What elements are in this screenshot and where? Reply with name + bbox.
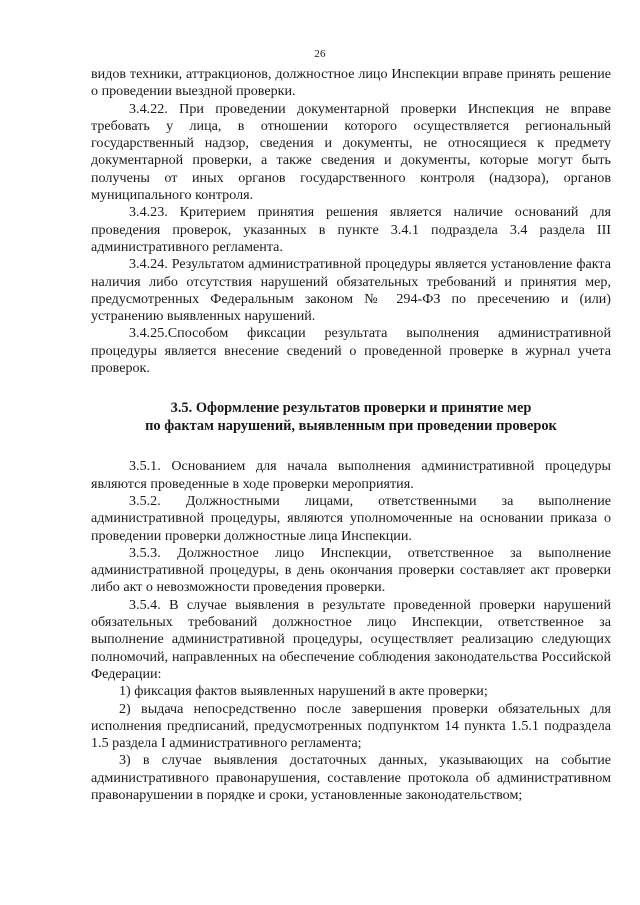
paragraph-3-5-3: 3.5.3. Должностное лицо Инспекции, ответственное за выполнение административной процедуры, в день окончания проверки составляет акт проверки либо акт о невозможности проведения проверки. <box>91 544 611 596</box>
paragraph-3-4-23: 3.4.23. Критерием принятия решения является наличие оснований для проведения проверок, указанных в пункте 3.4.1 подраздела 3.4 раздела III административного регламента. <box>91 204 611 255</box>
section-heading-line-2: по фактам нарушений, выявленным при проведении проверок <box>145 418 557 435</box>
page-number: 26 <box>314 48 326 60</box>
paragraph-3-4-25: 3.4.25.Способом фиксации результата выполнения административной процедуры является внесение сведений о проведенной проверке в журнал учета проверок. <box>91 325 611 377</box>
section-heading-line-1: 3.5. Оформление результатов проверки и принятие мер <box>170 400 532 417</box>
paragraph-continuation: видов техники, аттракционов, должностное лицо Инспекции вправе принять решение о проведении выездной проверки. <box>91 66 611 100</box>
paragraph-3-5-4: 3.5.4. В случае выявления в результате проведенной проверки нарушений обязательных требований должностное лицо Инспекции, ответственное за выполнение административной процедуры, осуществляет реализацию следующих полномочий, направленных на обеспечение соблюдения законодательства Российской Федерации: <box>91 596 611 682</box>
paragraph-3-4-22: 3.4.22. При проведении документарной проверки Инспекция не вправе требовать у лица, в отношении которого осуществляется региональный государственный надзор, сведения и документы, не относящиеся к предмету документарной проверки, а также сведения и документы, которые могут быть получены от иных органов государственного контроля (надзора), органов муниципального контроля. <box>91 100 611 204</box>
paragraph-3-5-1: 3.5.1. Основанием для начала выполнения административной процедуры являются проведенные в ходе проверки мероприятия. <box>91 458 611 492</box>
document-body <box>91 66 611 804</box>
list-item-1: 1) фиксация фактов выявленных нарушений в акте проверки; <box>119 683 488 700</box>
section-heading-3-5 <box>91 399 611 435</box>
list-item-2: 2) выдача непосредственно после завершения проверки обязательных для исполнения предписаний, предусмотренных подпунктом 14 пункта 1.5.1 подраздела 1.5 раздела I административного регламента; <box>91 700 611 752</box>
paragraph-3-5-2: 3.5.2. Должностными лицами, ответственными за выполнение административной процедуры, являются уполномоченные на основании приказа о проведении проверки должностные лица Инспекции. <box>91 492 611 544</box>
list-item-3: 3) в случае выявления достаточных данных, указывающих на событие административного правонарушения, составление протокола об административном правонарушении в порядке и сроки, установленные законодательством; <box>91 752 611 803</box>
paragraph-3-4-24: 3.4.24. Результатом административной процедуры является установление факта наличия либо отсутствия нарушений обязательных требований и принятия мер, предусмотренных Федеральным законом № 294-ФЗ по пресечению и (или) устранению выявленных нарушений. <box>91 256 611 325</box>
